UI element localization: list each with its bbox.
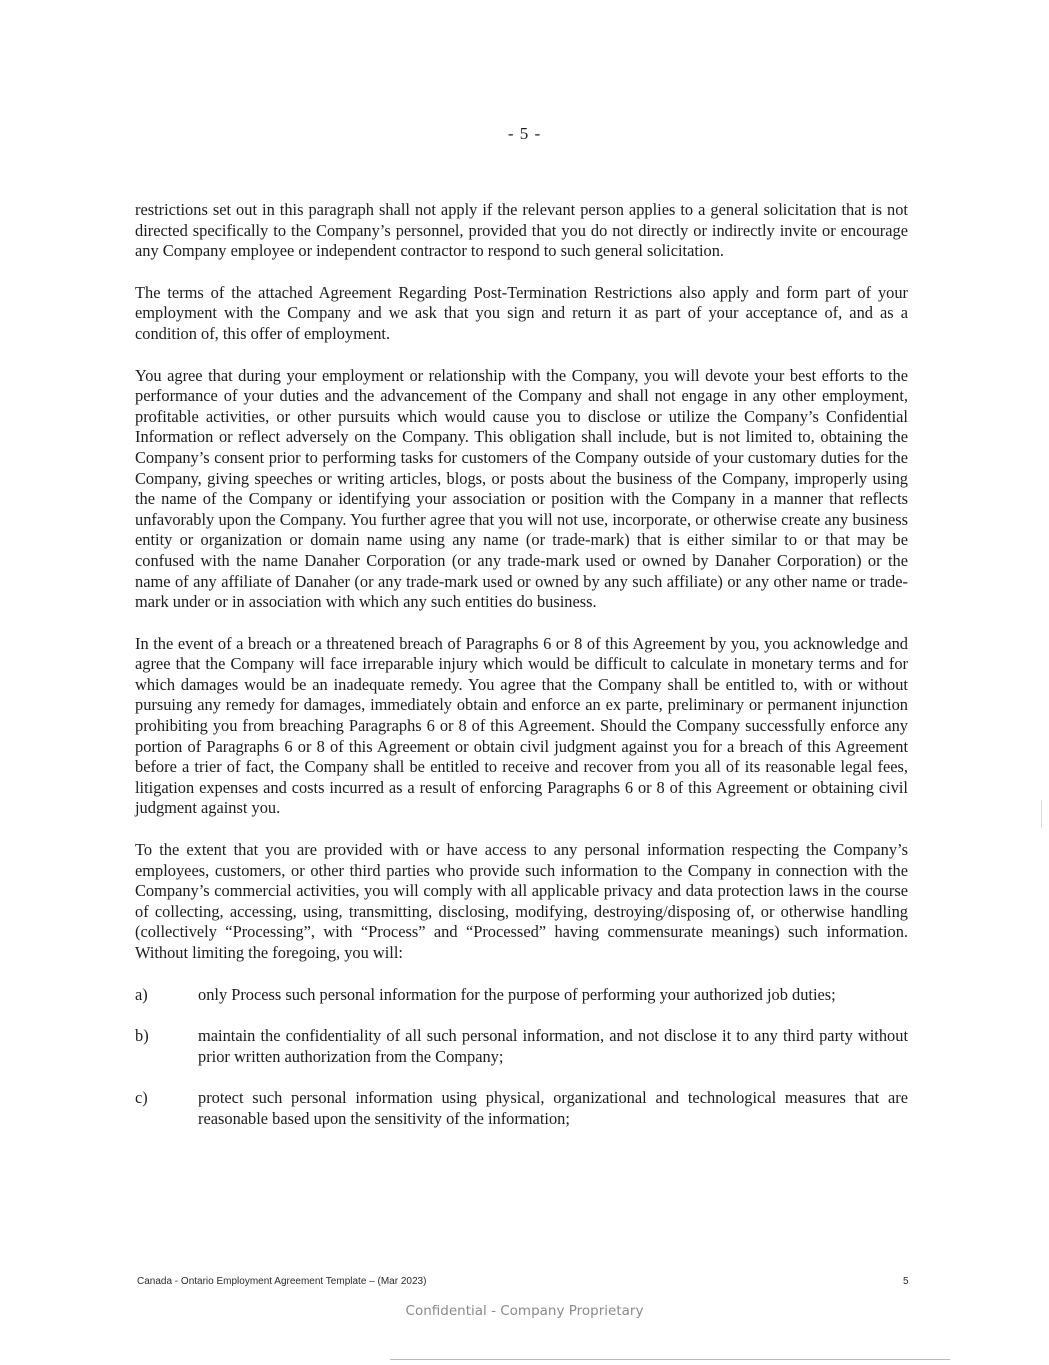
document-body [135, 200, 908, 1151]
list-item [135, 985, 908, 1006]
page-number-header: - 5 - [507, 124, 542, 143]
list-item-text: maintain the confidentiality of all such personal information, and not disclose it to any third party without prior written authorization from the Company; [198, 1026, 908, 1066]
list-item-marker: c) [135, 1088, 148, 1108]
list-item-text: only Process such personal information for the purpose of performing your authorized job duties; [198, 984, 836, 1004]
confidential-watermark: Confidential - Company Proprietary [405, 1303, 644, 1319]
paragraph-solicitation-restrictions: restrictions set out in this paragraph shall not apply if the relevant person applies to a general solicitation that is not directed specifically to the Company’s personnel, provided that you do not directly or indirectly invite or encourage any Company employee or independent contractor to respond to such general solicitation. [135, 200, 908, 261]
paragraph-post-termination-agreement: The terms of the attached Agreement Regarding Post-Termination Restrictions also apply and form part of your employment with the Company and we ask that you sign and return it as part of your acceptance of, and as a condition of, this offer of employment. [135, 282, 908, 343]
paragraph-personal-information: To the extent that you are provided with or have access to any personal information respecting the Company’s employees, customers, or other third parties who provide such information to the Company in connection with the Company’s commercial activities, you will comply with all applicable privacy and data protection laws in the course of collecting, accessing, using, transmitting, disclosing, modifying, destroying/disposing of, or otherwise handling (collectively “Processing”, with “Process” and “Processed” having commensurate meanings) such information. Without limiting the foregoing, you will: [135, 840, 908, 962]
scan-artifact-line [390, 1359, 950, 1360]
footer-page-number: 5 [903, 1276, 909, 1287]
paragraph-breach-remedies: In the event of a breach or a threatened breach of Paragraphs 6 or 8 of this Agreement by you, you acknowledge and agree that the Company will face irreparable injury which would be difficult to calculate in monetary terms and for which damages would be an inadequate remedy. You agree that the Company shall be entitled to, with or without pursuing any remedy for damages, immediately obtain and enforce an ex parte, preliminary or permanent injunction prohibiting you from breaching Paragraphs 6 or 8 of this Agreement. Should the Company successfully enforce any portion of Paragraphs 6 or 8 of this Agreement or obtain civil judgment against you for a breach of this Agreement before a trier of fact, the Company shall be entitled to receive and recover from you all of its reasonable legal fees, litigation expenses and costs incurred as a result of enforcing Paragraphs 6 or 8 of this Agreement or obtaining civil judgment against you. [135, 633, 908, 818]
list-item-marker: b) [135, 1026, 149, 1046]
footer-template-label: Canada - Ontario Employment Agreement Template – (Mar 2023) [137, 1276, 427, 1287]
list-item-text: protect such personal information using physical, organizational and technological measures that are reasonable based upon the sensitivity of the information; [198, 1088, 908, 1128]
paragraph-best-efforts: You agree that during your employment or relationship with the Company, you will devote your best efforts to the performance of your duties and the advancement of the Company and shall not engage in any other employment, profitable activities, or other pursuits which would cause you to disclose or utilize the Company’s Confidential Information or reflect adversely on the Company. This obligation shall include, but is not limited to, obtaining the Company’s consent prior to performing tasks for customers of the Company outside of your customary duties for the Company, giving speeches or writing articles, blogs, or posts about the business of the Company, improperly using the name of the Company or identifying your association or position with the Company in a manner that reflects unfavorably upon the Company. You further agree that you will not use, incorporate, or otherwise create any business entity or organization or domain name using any name (or trade-mark) that is either similar to or that may be confused with the name Danaher Corporation (or any trade-mark used or owned by Danaher Corporation) or the name of any affiliate of Danaher (or any trade-mark used or owned by any such affiliate) or any other name or trade-mark under or in association with which any such entities do business. [135, 365, 908, 612]
list-item [135, 1088, 908, 1129]
list-item [135, 1026, 908, 1067]
list-item-marker: a) [135, 984, 148, 1004]
scan-margin-mark [1041, 800, 1042, 828]
